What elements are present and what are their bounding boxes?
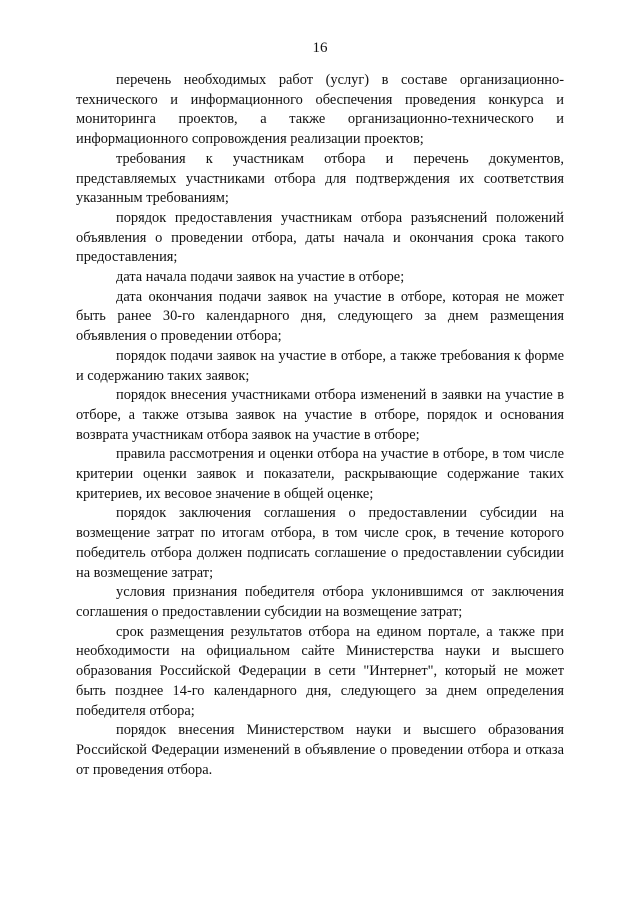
paragraph: дата начала подачи заявок на участие в отборе; <box>116 269 405 286</box>
paragraph: перечень необходимых работ (услуг) в составе организационно-технического и информационного обеспечения проведения конкурса и мониторинга проектов, а также организационно-технического и информационного сопровождения реализации проектов; <box>76 72 564 148</box>
page-number: 16 <box>312 40 328 56</box>
paragraph: дата окончания подачи заявок на участие в отборе, которая не может быть ранее 30-го календарного дня, следующего за днем размещения объявления о проведении отбора; <box>76 288 564 345</box>
paragraph: порядок подачи заявок на участие в отборе, а также требования к форме и содержанию таких заявок; <box>76 347 564 384</box>
paragraph: срок размещения результатов отбора на едином портале, а также при необходимости на официальном сайте Министерства науки и высшего образования Российской Федерации в сети "Интернет", который не может быть позднее 14-го календарного дня, следующего за днем определения победителя отбора; <box>76 623 564 719</box>
paragraph: условия признания победителя отбора уклонившимся от заключения соглашения о предоставлении субсидии на возмещение затрат; <box>76 584 564 620</box>
paragraph: требования к участникам отбора и перечень документов, представляемых участниками отбора для подтверждения их соответствия указанным требованиям; <box>76 150 564 207</box>
paragraph: порядок внесения участниками отбора изменений в заявки на участие в отборе, а также отзыва заявок на участие в отборе, порядок и основания возврата участникам отбора заявок на участие в отборе; <box>76 387 564 443</box>
paragraph: порядок внесения Министерством науки и высшего образования Российской Федерации изменений в объявление о проведении отбора и отказа от проведения отбора. <box>76 722 564 778</box>
document-body <box>76 71 564 780</box>
paragraph: порядок заключения соглашения о предоставлении субсидии на возмещение затрат по итогам отбора, в том числе срок, в течение которого победитель отбора должен подписать соглашение о предоставлении субсидии на возмещение затрат; <box>76 505 564 581</box>
paragraph: порядок предоставления участникам отбора разъяснений положений объявления о проведении отбора, даты начала и окончания срока такого предоставления; <box>76 209 564 266</box>
paragraph: правила рассмотрения и оценки отбора на участие в отборе, в том числе критерии оценки заявок и показатели, раскрывающие содержание таких критериев, их весовое значение в общей оценке; <box>76 446 564 502</box>
